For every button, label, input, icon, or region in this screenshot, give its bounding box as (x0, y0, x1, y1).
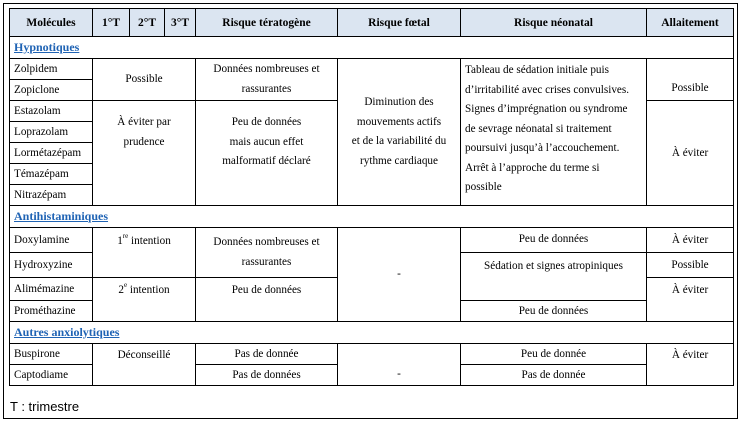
trimester-num: 1 (117, 235, 123, 247)
molecule-cell: Zolpidem (10, 59, 93, 80)
allaitement-cell: À éviter (647, 101, 734, 206)
neonatal-line: possible (465, 181, 502, 193)
molecule-cell: Témazépam (10, 164, 93, 185)
section-title-autres: Autres anxiolytiques (14, 324, 120, 339)
table-row (10, 59, 734, 80)
section-title-hypnotiques: Hypnotiques (14, 39, 80, 54)
trimester-text: intention (128, 235, 171, 247)
footnote: T : trimestre (10, 399, 80, 414)
allaitement-cell: À éviter (647, 278, 734, 322)
trimester-line: prudence (123, 135, 165, 148)
molecule-cell: Alimémazine (10, 278, 93, 301)
terato-cell (196, 59, 338, 101)
foetal-line: Diminution des (364, 96, 434, 108)
trimester-cell (93, 228, 196, 278)
neonatal-cell: Pas de donnée (461, 365, 647, 386)
molecule-cell: Captodiame (10, 365, 93, 386)
molecule-cell: Hydroxyzine (10, 253, 93, 278)
molecule-cell: Estazolam (10, 101, 93, 122)
foetal-line: mouvements actifs (356, 115, 442, 128)
section-row-autres (10, 322, 734, 344)
header-terato: Risque tératogène (196, 9, 338, 37)
neonatal-cell: Peu de données (461, 301, 647, 322)
trimester-sup: re (122, 232, 129, 240)
allaitement-cell: À éviter (647, 344, 734, 386)
neonatal-cell: Sédation et signes atropiniques (461, 253, 647, 301)
terato-line: Données nombreuses et (213, 236, 320, 248)
foetal-cell: - (338, 228, 461, 322)
neonatal-line: Tableau de sédation initiale puis (465, 64, 609, 76)
header-t2: 2°T (130, 9, 165, 37)
trimester-cell: Déconseillé (93, 344, 196, 386)
header-t1: 1°T (93, 9, 130, 37)
table-row (10, 228, 734, 253)
foetal-line: rythme cardiaque (360, 154, 438, 167)
trimester-line: À éviter par (117, 116, 171, 128)
terato-cell (196, 228, 338, 278)
molecule-cell: Prométhazine (10, 301, 93, 322)
terato-cell: Pas de donnée (196, 344, 338, 365)
header-foetal: Risque fœtal (338, 9, 461, 37)
header-neonatal: Risque néonatal (461, 9, 647, 37)
foetal-cell (338, 59, 461, 206)
header-molecules: Molécules (10, 9, 93, 37)
allaitement-cell: À éviter (647, 228, 734, 253)
section-row-hypnotiques (10, 37, 734, 59)
neonatal-cell: Peu de donnée (461, 344, 647, 365)
neonatal-line: de sevrage néonatal si traitement (465, 122, 612, 135)
terato-line: mais aucun effet (229, 135, 304, 148)
neonatal-cell (461, 59, 647, 206)
neonatal-line: poursuivi jusqu’à l’accouchement. (465, 142, 620, 154)
terato-cell: Peu de données (196, 278, 338, 322)
section-title-antihistaminiques: Antihistaminiques (14, 208, 109, 223)
allaitement-cell: Possible (647, 253, 734, 278)
terato-line: rassurantes (241, 255, 292, 268)
trimester-cell (93, 278, 196, 322)
foetal-cell: - (338, 344, 461, 386)
trimester-cell (93, 101, 196, 206)
molecule-cell: Lormétazépam (10, 143, 93, 164)
molecule-cell: Zopiclone (10, 80, 93, 101)
trimester-text: intention (127, 284, 170, 296)
molecule-cell: Doxylamine (10, 228, 93, 253)
molecule-cell: Loprazolam (10, 122, 93, 143)
medication-pregnancy-table (9, 8, 734, 386)
header-t3: 3°T (165, 9, 196, 37)
terato-cell (196, 101, 338, 206)
foetal-line: et de la variabilité du (351, 135, 447, 147)
terato-line: Données nombreuses et (213, 63, 320, 75)
neonatal-line: Signes d’imprégnation ou syndrome (465, 103, 628, 115)
terato-line: malformatif déclaré (222, 155, 311, 167)
molecule-cell: Nitrazépam (10, 185, 93, 206)
terato-line: Peu de données (231, 116, 302, 128)
allaitement-cell: Possible (647, 59, 734, 101)
section-row-antihistaminiques (10, 206, 734, 228)
header-allaitement: Allaitement (647, 9, 734, 37)
neonatal-line: d’irritabilité avec crises convulsives. (465, 83, 630, 96)
header-row (10, 9, 734, 37)
trimester-num: 2 (118, 284, 124, 296)
trimester-cell: Possible (93, 59, 196, 101)
terato-cell: Pas de données (196, 365, 338, 386)
table-row (10, 344, 734, 365)
neonatal-cell: Peu de données (461, 228, 647, 253)
terato-line: rassurantes (241, 82, 292, 95)
trimester-sup: e (123, 281, 128, 289)
neonatal-line: Arrêt à l’approche du terme si (465, 161, 600, 174)
molecule-cell: Buspirone (10, 344, 93, 365)
